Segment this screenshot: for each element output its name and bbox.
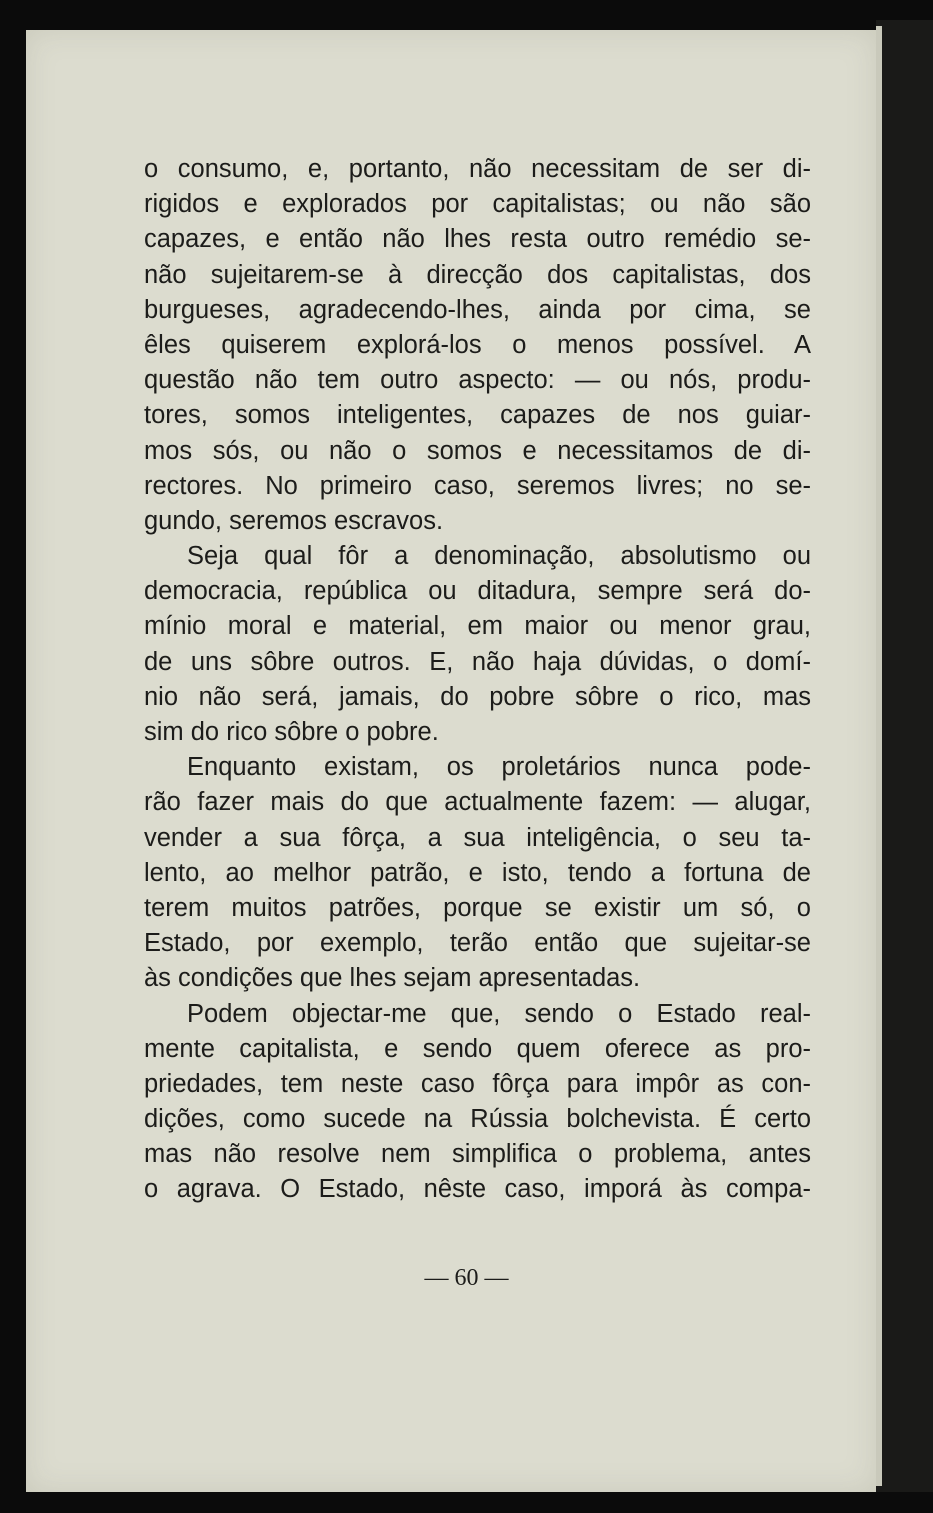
text-line: tores, somos inteligentes, capazes de nos guiar- [144, 401, 811, 430]
text-line: sim do rico sôbre o pobre. [144, 718, 439, 746]
text-line: vender a sua fôrça, a sua inteligência, o seu ta- [144, 823, 811, 852]
text-line: o consumo, e, portanto, não necessitam de ser di- [144, 155, 811, 183]
text-line: Enquanto existam, os proletários nunca pode- [187, 753, 811, 782]
text-line: êles quiserem explorá-los o menos possível. A [144, 330, 811, 359]
text-line: lento, ao melhor patrão, e isto, tendo a fortuna de [144, 858, 811, 887]
text-line: Podem objectar-me que, sendo o Estado real- [187, 999, 811, 1028]
text-line: dições, como sucede na Rússia bolchevista. É certo [144, 1105, 811, 1134]
text-line: não sujeitarem-se à direcção dos capitalistas, dos [144, 260, 811, 289]
text-line: mas não resolve nem simplifica o problema, antes [144, 1140, 811, 1169]
text-line: capazes, e então não lhes resta outro remédio se- [144, 225, 811, 254]
body-text [144, 152, 811, 1208]
text-line: rectores. No primeiro caso, seremos livres; no se- [144, 471, 811, 500]
text-line: priedades, tem neste caso fôrça para impôr as con- [144, 1069, 811, 1098]
text-line: de uns sôbre outros. E, não haja dúvidas, o domí- [144, 647, 811, 676]
text-line: Estado, por exemplo, terão então que sujeitar-se [144, 929, 811, 958]
text-line: gundo, seremos escravos. [144, 506, 444, 535]
text-line: mínio moral e material, em maior ou menor grau, [144, 612, 811, 641]
page-number: — 60 — [424, 1265, 509, 1291]
text-line: rigidos e explorados por capitalistas; ou não são [144, 190, 811, 219]
text-line: democracia, república ou ditadura, sempre será do- [144, 577, 811, 606]
text-line: mos sós, ou não o somos e necessitamos de di- [144, 436, 811, 465]
text-line: terem muitos patrões, porque se existir um só, o [144, 893, 811, 922]
text-line: Seja qual fôr a denominação, absolutismo ou [187, 542, 811, 571]
text-line: rão fazer mais do que actualmente fazem: — alugar, [144, 788, 811, 817]
text-line: questão não tem outro aspecto: — ou nós, produ- [144, 366, 811, 395]
text-line: burgueses, agradecendo-lhes, ainda por cima, se [144, 295, 811, 324]
text-line: às condições que lhes sejam apresentadas. [144, 964, 641, 993]
text-line: o agrava. O Estado, nêste caso, imporá às compa- [144, 1175, 811, 1204]
text-line: mente capitalista, e sendo quem oferece as pro- [144, 1034, 811, 1063]
text-line: nio não será, jamais, do pobre sôbre o rico, mas [144, 682, 811, 711]
